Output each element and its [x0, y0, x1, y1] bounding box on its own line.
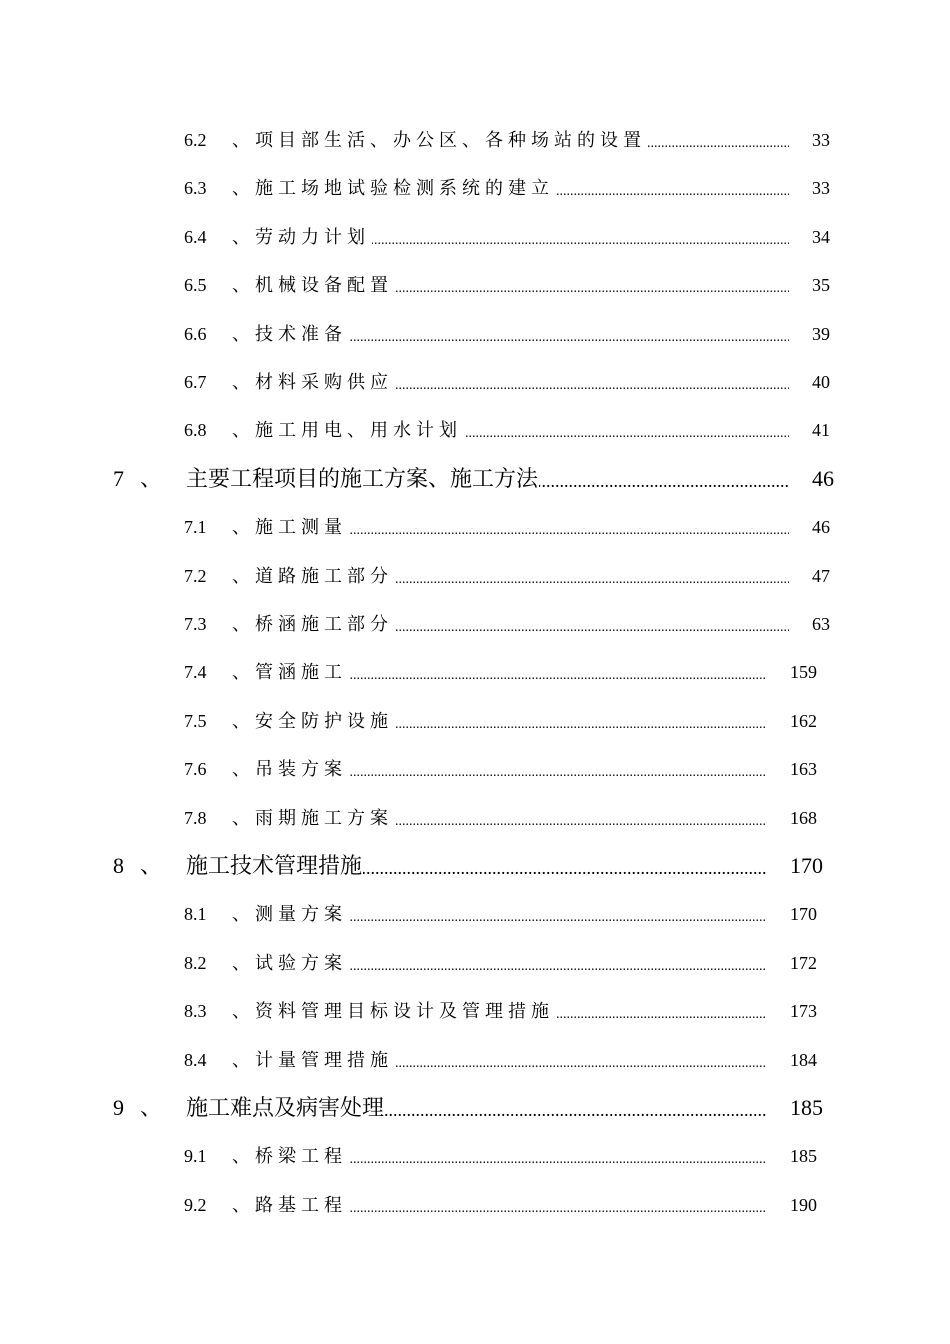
toc-entry-number: 8	[113, 853, 124, 878]
toc-entry-number: 7.6	[184, 759, 207, 780]
toc-section-row[interactable]	[0, 319, 950, 349]
toc-entry-number: 7.2	[184, 565, 207, 586]
toc-section-row[interactable]	[0, 609, 950, 639]
toc-entry-page-number: 47	[812, 565, 830, 586]
toc-section-row[interactable]	[0, 125, 950, 155]
toc-entry-number: 8.4	[184, 1049, 207, 1070]
toc-entry-page-number: 46	[812, 465, 834, 491]
toc-entry-page-number: 170	[790, 853, 823, 878]
toc-entry-separator: 、	[232, 565, 250, 586]
toc-entry-title: 施工场地试验检测系统的建立	[255, 173, 556, 203]
toc-entry-page-number: 173	[790, 1001, 817, 1022]
toc-entry-number: 9	[113, 1095, 124, 1120]
toc-entry-number: 7.8	[184, 807, 207, 828]
toc-entry-number: 7.3	[184, 614, 207, 634]
toc-section-row[interactable]	[0, 948, 950, 978]
toc-entry-page-number: 33	[812, 178, 830, 199]
toc-entry-title: 施工测量	[255, 512, 349, 542]
toc-entry-number: 6.5	[184, 275, 207, 296]
toc-entry-separator: 、	[232, 1049, 250, 1070]
toc-entry-separator: 、	[232, 759, 250, 780]
toc-entry-page-number: 170	[790, 904, 817, 925]
toc-entry-separator: 、	[140, 465, 163, 491]
toc-entry-page-number: 184	[790, 1049, 817, 1070]
toc-entry-page-number: 39	[812, 323, 830, 344]
toc-entry-separator: 、	[232, 952, 250, 973]
toc-section-row[interactable]	[0, 173, 950, 203]
toc-entry-separator: 、	[232, 130, 250, 150]
toc-entry-separator: 、	[232, 420, 250, 441]
toc-entry-title: 吊装方案	[255, 754, 349, 784]
toc-entry-number: 7.1	[184, 517, 207, 538]
toc-section-row[interactable]	[0, 996, 950, 1026]
toc-entry-title: 管涵施工	[255, 657, 349, 687]
toc-entry-number: 9.1	[184, 1146, 207, 1167]
toc-entry-separator: 、	[232, 662, 250, 683]
toc-entry-separator: 、	[232, 178, 250, 199]
toc-entry-title: 路基工程	[255, 1190, 349, 1220]
toc-entry-number: 7.4	[184, 662, 207, 683]
toc-entry-title: 桥梁工程	[255, 1141, 349, 1171]
toc-entry-separator: 、	[140, 1095, 163, 1120]
toc-entry-number: 6.3	[184, 178, 207, 199]
toc-entry-number: 8.3	[184, 1001, 207, 1022]
toc-entry-page-number: 159	[790, 662, 817, 683]
toc-section-row[interactable]	[0, 754, 950, 784]
toc-entry-title: 主要工程项目的施工方案、施工方法	[186, 464, 539, 494]
toc-entry-separator: 、	[232, 807, 250, 828]
toc-entry-title: 道路施工部分	[255, 561, 395, 591]
toc-entry-page-number: 185	[790, 1095, 823, 1120]
toc-entry-number: 8.1	[184, 904, 207, 925]
toc-chapter-row[interactable]	[0, 851, 950, 881]
toc-section-row[interactable]	[0, 899, 950, 929]
toc-entry-page-number: 40	[812, 372, 830, 392]
toc-entry-page-number: 41	[812, 420, 830, 441]
toc-entry-page-number: 46	[812, 517, 830, 538]
toc-entry-title: 劳动力计划	[255, 222, 372, 252]
toc-entry-separator: 、	[232, 275, 250, 296]
toc-section-row[interactable]	[0, 657, 950, 687]
toc-entry-title: 资料管理目标设计及管理措施	[255, 996, 556, 1026]
toc-section-row[interactable]	[0, 1190, 950, 1220]
toc-entry-separator: 、	[232, 226, 250, 247]
toc-entry-title: 测量方案	[255, 899, 349, 929]
toc-entry-number: 8.2	[184, 952, 207, 973]
toc-entry-page-number: 34	[812, 226, 830, 247]
toc-entry-number: 6.6	[184, 323, 207, 344]
toc-section-row[interactable]	[0, 706, 950, 736]
toc-entry-title: 安全防护设施	[255, 706, 395, 736]
toc-entry-separator: 、	[232, 904, 250, 925]
toc-section-row[interactable]	[0, 561, 950, 591]
toc-entry-title: 计量管理措施	[255, 1045, 395, 1075]
toc-chapter-row[interactable]	[0, 464, 950, 494]
toc-entry-title: 试验方案	[255, 948, 349, 978]
toc-entry-number: 6.7	[184, 372, 207, 392]
toc-section-row[interactable]	[0, 415, 950, 445]
toc-entry-title: 机械设备配置	[255, 270, 395, 300]
toc-entry-separator: 、	[232, 1001, 250, 1022]
toc-entry-number: 7	[113, 465, 124, 491]
toc-entry-separator: 、	[232, 372, 250, 392]
toc-entry-separator: 、	[232, 1146, 250, 1167]
toc-entry-number: 9.2	[184, 1194, 207, 1215]
toc-section-row[interactable]	[0, 1045, 950, 1075]
toc-entry-separator: 、	[140, 853, 163, 878]
toc-entry-page-number: 162	[790, 710, 817, 731]
toc-section-row[interactable]	[0, 803, 950, 833]
toc-entry-title: 施工技术管理措施	[186, 851, 363, 881]
toc-chapter-row[interactable]	[0, 1093, 950, 1123]
toc-entry-page-number: 35	[812, 275, 830, 296]
toc-entry-page-number: 163	[790, 759, 817, 780]
toc-entry-separator: 、	[232, 323, 250, 344]
toc-entry-page-number: 33	[812, 130, 830, 150]
toc-entry-page-number: 63	[812, 614, 830, 634]
toc-entry-title: 桥涵施工部分	[255, 609, 395, 639]
toc-entry-number: 6.4	[184, 226, 207, 247]
toc-entry-title: 施工难点及病害处理	[186, 1093, 385, 1123]
toc-entry-separator: 、	[232, 1194, 250, 1215]
toc-section-row[interactable]	[0, 222, 950, 252]
toc-entry-number: 6.8	[184, 420, 207, 441]
toc-entry-page-number: 190	[790, 1194, 817, 1215]
toc-entry-page-number: 172	[790, 952, 817, 973]
toc-entry-separator: 、	[232, 517, 250, 538]
toc-entry-number: 7.5	[184, 710, 207, 731]
toc-section-row[interactable]	[0, 1141, 950, 1171]
toc-section-row[interactable]	[0, 512, 950, 542]
toc-entry-title: 技术准备	[255, 319, 349, 349]
toc-entry-separator: 、	[232, 710, 250, 731]
toc-entry-separator: 、	[232, 614, 250, 634]
toc-entry-title: 材料采购供应	[255, 367, 395, 397]
toc-entry-number: 6.2	[184, 130, 207, 150]
toc-entry-title: 雨期施工方案	[255, 803, 395, 833]
toc-entry-title: 施工用电、用水计划	[255, 415, 464, 445]
toc-section-row[interactable]	[0, 270, 950, 300]
toc-section-row[interactable]	[0, 367, 950, 397]
toc-entry-title: 项目部生活、办公区、各种场站的设置	[255, 125, 648, 155]
toc-entry-page-number: 185	[790, 1146, 817, 1167]
toc-entry-page-number: 168	[790, 807, 817, 828]
